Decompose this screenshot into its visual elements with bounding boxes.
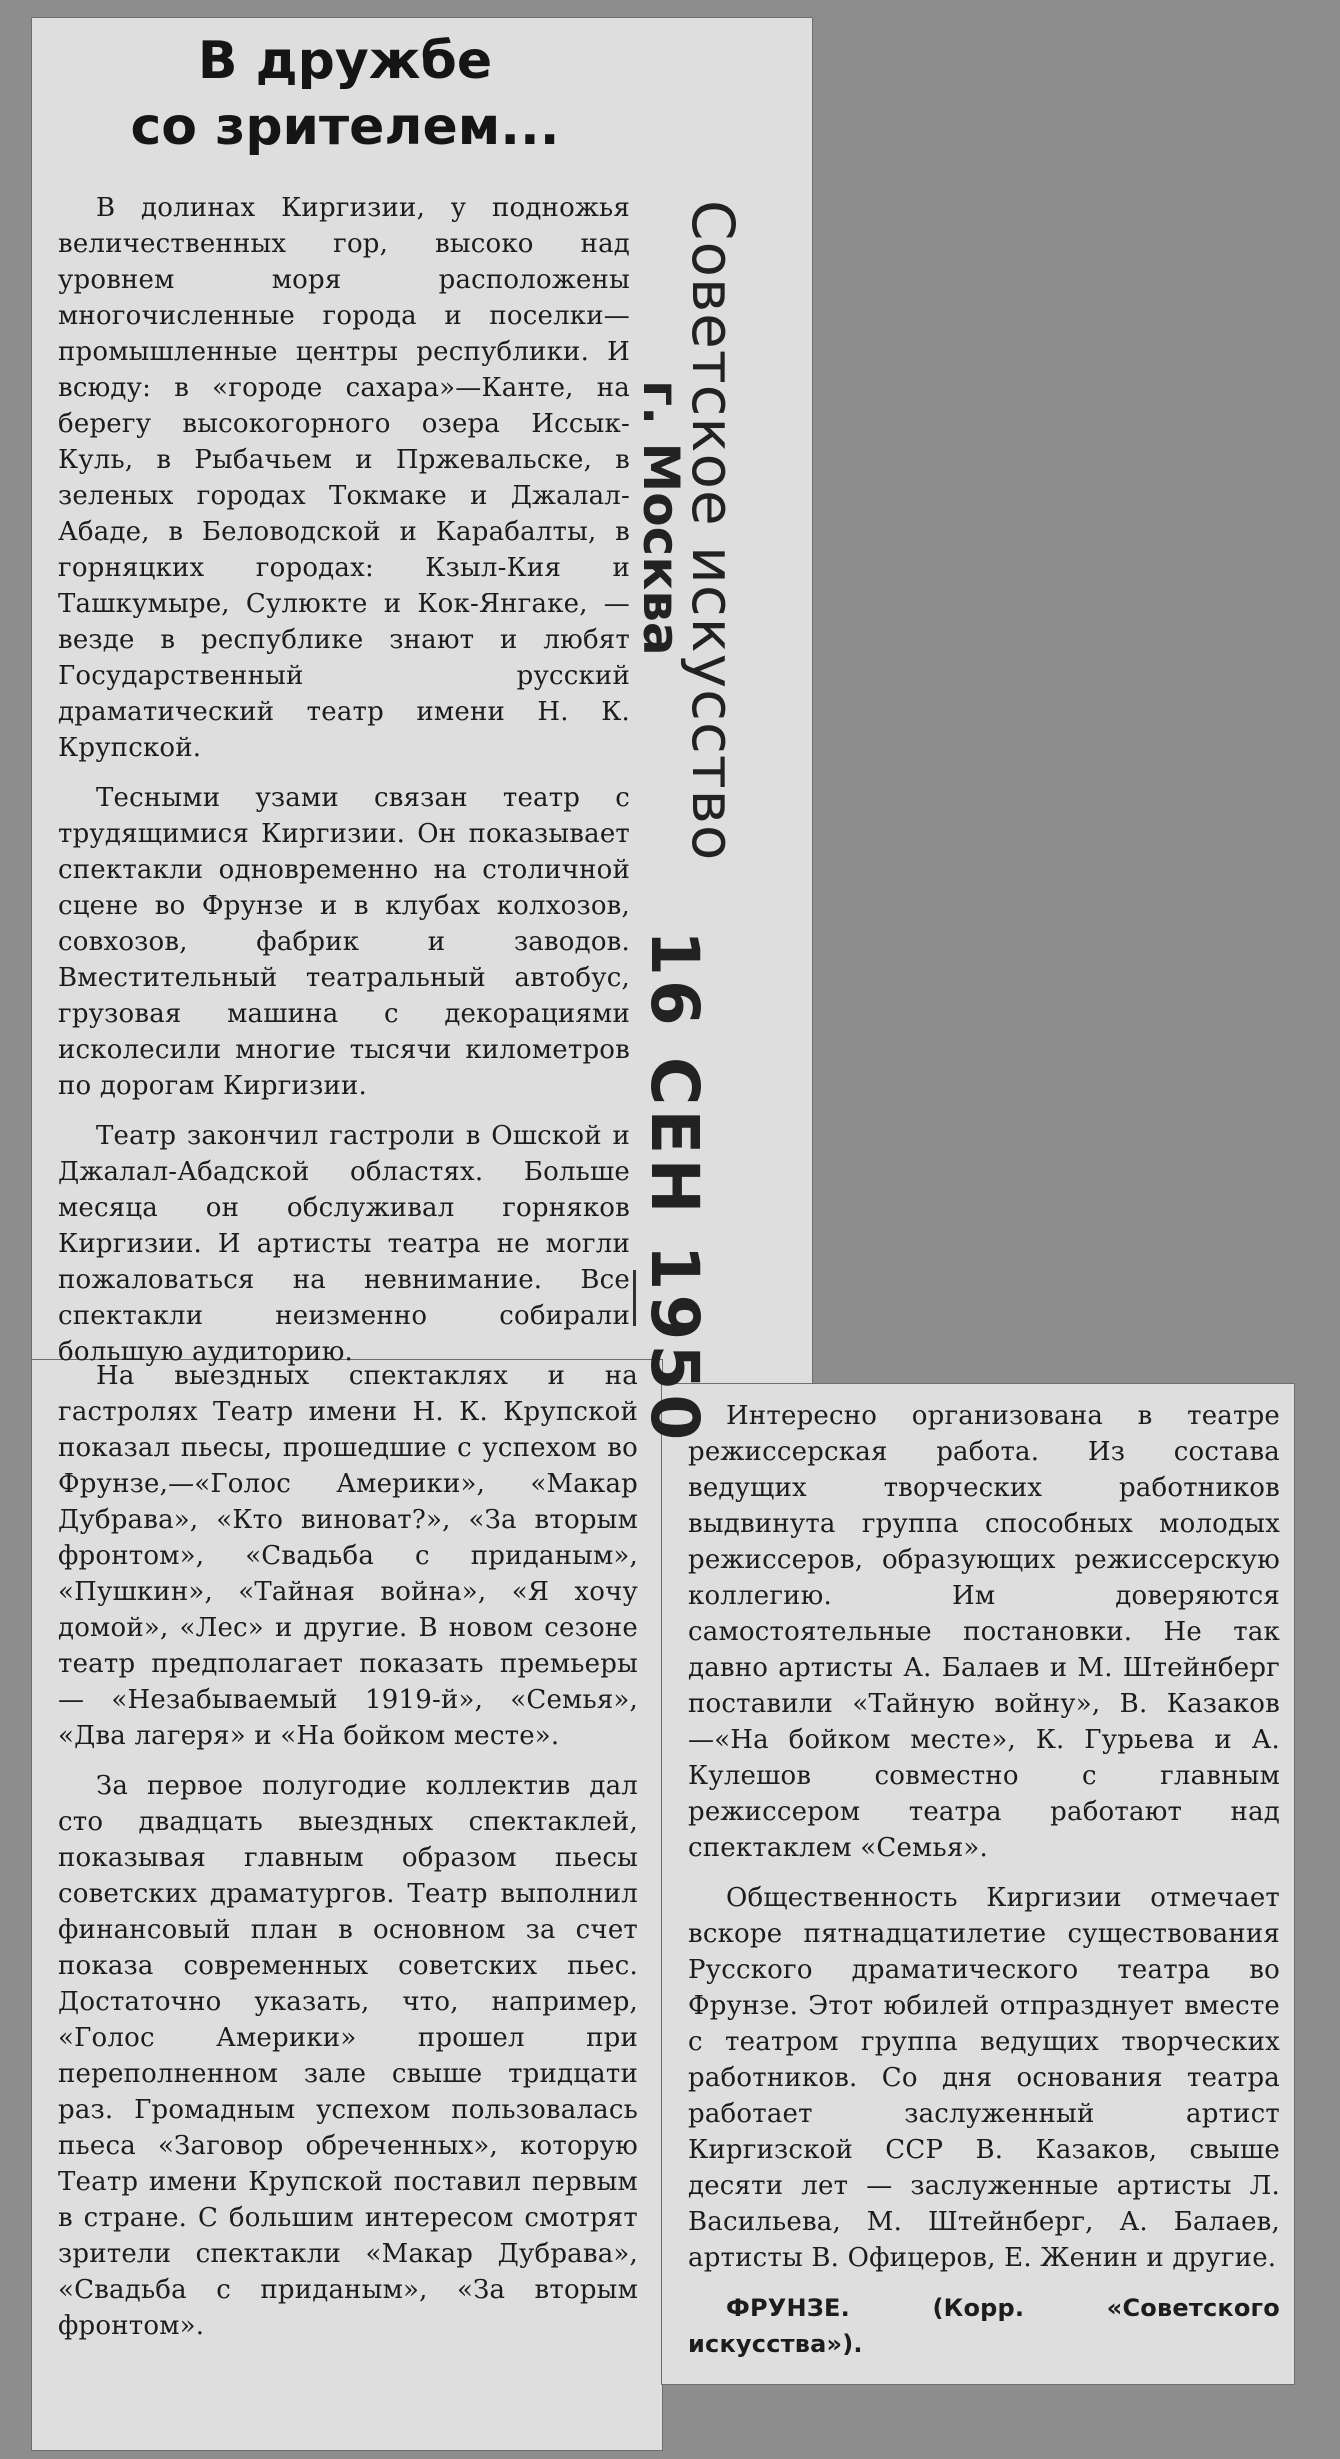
paragraph: Общественность Киргизии отмечает вскоре пятнадцатилетие существования Русского драматического театра во Фрунзе. Этот юбилей отпразднует вместе с театром группа ведущих творческих работников. Со дня основания театра работает заслуженный артист Киргизской ССР В. Казаков, свыше десяти лет — заслуженные артисты Л. Васильева, М. Штейнберг, А. Балаев, артисты В. Офицеров, Е. Женин и другие.: [688, 1883, 1280, 2273]
article-title: [110, 28, 580, 160]
column-left-top: [58, 190, 630, 1384]
paragraph: В долинах Киргизии, у подножья величественных гор, высоко над уровнем моря расположены многочисленные города и поселки—промышленные центры республики. И всюду: в «городе сахара»—Канте, на берегу высокогорного озера Иссык-Куль, в Рыбачьем и Пржевальске, в зеленых городах Токмаке и Джалал-Абаде, в Беловодской и Карабалты, в горняцких городах: Кзыл-Кия и Ташкумыре, Сулюкте и Кок-Янгаке, — везде в республике знают и любят Государственный русский драматический театр имени Н. К. Крупской.: [58, 193, 630, 763]
paragraph: На выездных спектаклях и на гастролях Театр имени Н. К. Крупской показал пьесы, прошедшие с успехом во Фрунзе,—«Голос Америки», «Макар Дубрава», «Кто виноват?», «За вторым фронтом», «Свадьба с приданым», «Пушкин», «Тайная война», «Я хочу домой», «Лес» и другие. В новом сезоне театр предполагает показать премьеры — «Незабываемый 1919-й», «Семья», «Два лагеря» и «На бойком месте».: [58, 1361, 638, 1751]
stamp-paper-name: Советское искусство: [679, 200, 747, 862]
divider-mark: [633, 1270, 636, 1326]
stamp-city: г. Москва: [632, 380, 690, 656]
title-line-2: со зрителем...: [130, 97, 560, 157]
column-right: [688, 1398, 1280, 2376]
title-line-1: В дружбе: [197, 31, 493, 91]
archive-stamp: [625, 170, 805, 1445]
paragraph: Театр закончил гастроли в Ошской и Джалал-Абадской областях. Больше месяца он обслуживал горняков Киргизии. И артисты театра не могли пожаловаться на невнимание. Все спектакли неизменно собирали большую аудиторию.: [58, 1121, 630, 1367]
stamp-date: 16 СЕН 1950: [636, 930, 713, 1445]
paragraph: Интересно организована в театре режиссерская работа. Из состава ведущих творческих работников выдвинута группа способных молодых режиссеров, образующих режиссерскую коллегию. Им доверяются самостоятельные постановки. Не так давно артисты А. Балаев и М. Штейнберг поставили «Тайную войну», В. Казаков—«На бойком месте», К. Гурьева и А. Кулешов совместно с главным режиссером театра работают над спектаклем «Семья».: [688, 1401, 1280, 1863]
paragraph: За первое полугодие коллектив дал сто двадцать выездных спектаклей, показывая главным образом пьесы советских драматургов. Театр выполнил финансовый план в основном за счет показа современных советских пьес. Достаточно указать, что, например, «Голос Америки» прошел при переполненном зале свыше тридцати раз. Громадным успехом пользовалась пьеса «Заговор обреченных», которую Театр имени Крупской поставил первым в стране. С большим интересом смотрят зрители спектакли «Макар Дубрава», «Свадьба с приданым», «За вторым фронтом».: [58, 1771, 638, 2341]
column-left-bottom: [58, 1358, 638, 2358]
byline: ФРУНЗЕ. (Корр. «Советского искусства»).: [688, 2294, 1280, 2358]
paragraph: Тесными узами связан театр с трудящимися Киргизии. Он показывает спектакли одновременно на столичной сцене во Фрунзе и в клубах колхозов, совхозов, фабрик и заводов. Вместительный театральный автобус, грузовая машина с декорациями исколесили многие тысячи километров по дорогам Киргизии.: [58, 783, 630, 1101]
